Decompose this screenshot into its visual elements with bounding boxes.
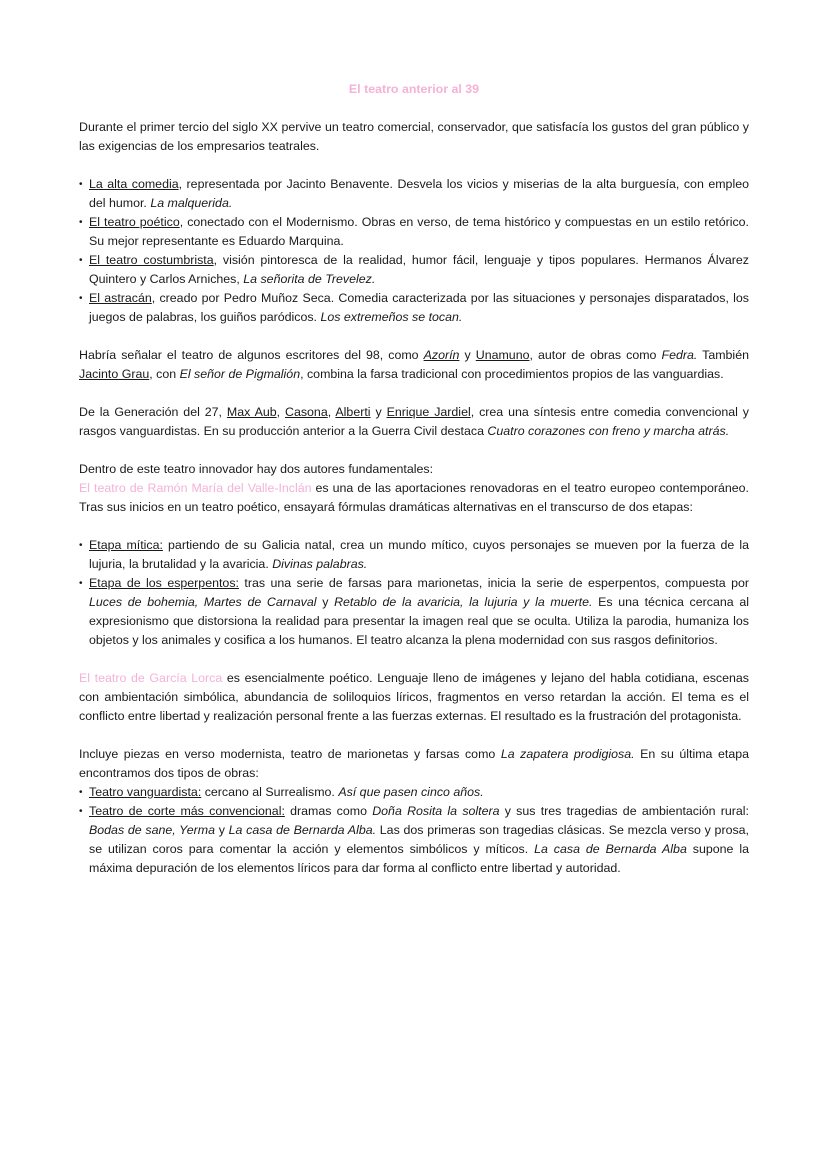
theatre-types-list bbox=[79, 175, 749, 327]
work-title: Doña Rosita la soltera bbox=[372, 804, 500, 818]
list-item bbox=[79, 175, 749, 213]
work-title: La zapatera prodigiosa. bbox=[500, 747, 635, 761]
bullet-text: , conectado con el Modernismo. Obras en verso, de tema histórico y compuestas en un estilo retórico. Su mejor representante es Eduardo Marquina. bbox=[89, 215, 749, 248]
work-title: Así que pasen cinco años. bbox=[338, 785, 484, 799]
work-title: La casa de Bernarda Alba. bbox=[228, 823, 377, 837]
bullet-term: El astracán bbox=[89, 291, 152, 305]
lorca-paragraph: El teatro de García Lorca es esencialmente poético. Lenguaje lleno de imágenes y lejano del habla cotidiana, escenas con ambientación simbólica, abundancia de soliloquios líricos, fragmentos en verso retardan la acción. El tema es el conflicto entre libertad y realización personal frente a las fuerzas externas. El resultado es la frustración del protagonista. bbox=[79, 671, 749, 723]
work-title: La señorita de Trevelez. bbox=[243, 272, 376, 286]
lorca-obras-list bbox=[79, 783, 749, 878]
author-alberti: Alberti bbox=[335, 405, 371, 419]
work-title: Cuatro corazones con freno y marcha atrás. bbox=[487, 424, 730, 438]
list-item bbox=[79, 213, 749, 251]
bullet-text: , visión pintoresca de la realidad, humor fácil, lenguaje y tipos populares. Hermanos Álvarez Quintero y Carlos Arniches, bbox=[89, 253, 749, 286]
work-title: La casa de Bernarda Alba bbox=[534, 842, 687, 856]
author-casona: Casona bbox=[285, 405, 328, 419]
work-title: Bodas de sane, Yerma bbox=[89, 823, 215, 837]
valle-heading: El teatro de Ramón María del Valle-Inclán bbox=[79, 481, 312, 495]
innovador-intro: Dentro de este teatro innovador hay dos autores fundamentales: bbox=[79, 462, 434, 476]
bullet-term: El teatro poético bbox=[89, 215, 180, 229]
bullet-term: Teatro de corte más convencional: bbox=[89, 804, 285, 818]
intro-paragraph: Durante el primer tercio del siglo XX pervive un teatro comercial, conservador, que satisfacía los gustos del gran público y las exigencias de los empresarios teatrales. bbox=[79, 120, 749, 153]
incluye-paragraph: Incluye piezas en verso modernista, teatro de marionetas y farsas como La zapatera prodigiosa. En su última etapa encontramos dos tipos de obras: bbox=[79, 747, 749, 780]
generacion27-paragraph: De la Generación del 27, Max Aub, Casona, Alberti y Enrique Jardiel, crea una síntesis entre comedia convencional y rasgos vanguardistas. En su producción anterior a la Guerra Civil destaca Cuatro corazones con freno y marcha atrás. bbox=[79, 405, 750, 438]
list-item: • Teatro vanguardista: cercano al Surrealismo. Así que pasen cinco años. bbox=[79, 783, 749, 802]
list-item: • Teatro de corte más convencional: dramas como Doña Rosita la soltera y sus tres tragedias de ambientación rural: Bodas de sane, Yerma y La casa de Bernarda Alba. Las dos primeras son tragedias clásicas. Se mezcla verso y prosa, se utilizan coros para comentar la acción y elementos simbólicos y míticos. La casa de Bernarda Alba supone la máxima depuración de los elementos líricos para dar forma al conflicto entre libertad y autoridad. bbox=[79, 802, 749, 878]
work-title: La malquerida. bbox=[150, 196, 233, 210]
author-jardiel: Enrique Jardiel bbox=[386, 405, 471, 419]
valle-paragraph: El teatro de Ramón María del Valle-Inclán es una de las aportaciones renovadoras en el teatro europeo contemporáneo. Tras sus inicios en un teatro poético, ensayará fórmulas dramáticas alternativas en el transcurso de dos etapas: bbox=[79, 481, 749, 514]
author-azorin: Azorín bbox=[423, 348, 460, 362]
author-unamuno: Unamuno bbox=[475, 348, 530, 362]
bullet-term: Etapa mítica: bbox=[89, 538, 163, 552]
bullet-term: Etapa de los esperpentos: bbox=[89, 576, 239, 590]
author-grau: Jacinto Grau bbox=[79, 367, 150, 381]
noventayocho-paragraph: Habría señalar el teatro de algunos escritores del 98, como Azorín y Unamuno, autor de obras como Fedra. También Jacinto Grau, con El señor de Pigmalión, combina la farsa tradicional con procedimientos propios de las vanguardias. bbox=[79, 348, 749, 381]
valle-etapas-list bbox=[79, 536, 749, 650]
document-title: El teatro anterior al 39 bbox=[348, 82, 480, 96]
lorca-heading: El teatro de García Lorca bbox=[79, 671, 223, 685]
author-aub: Max Aub bbox=[226, 405, 277, 419]
bullet-term: Teatro vanguardista: bbox=[89, 785, 202, 799]
list-item: • Etapa mítica: partiendo de su Galicia natal, crea un mundo mítico, cuyos personajes se mueven por la fuerza de la lujuria, la brutalidad y la avaricia. Divinas palabras. bbox=[79, 536, 749, 574]
bullet-text: , creado por Pedro Muñoz Seca. Comedia caracterizada por las situaciones y personajes disparatados, los juegos de palabras, los guiños paródicos. bbox=[89, 291, 749, 324]
bullet-term: El teatro costumbrista bbox=[89, 253, 214, 267]
work-title: Retablo de la avaricia, la lujuria y la muerte. bbox=[334, 595, 593, 609]
bullet-text: , representada por Jacinto Benavente. Desvela los vicios y miserias de la alta burguesía, con empleo del humor. bbox=[89, 177, 749, 210]
list-item bbox=[79, 251, 749, 289]
work-title: Luces de bohemia, Martes de Carnaval bbox=[89, 595, 317, 609]
list-item: • Etapa de los esperpentos: tras una serie de farsas para marionetas, inicia la serie de esperpentos, compuesta por Luces de bohemia, Martes de Carnaval y Retablo de la avaricia, la lujuria y la muerte. Es una técnica cercana al expresionismo que distorsiona la realidad para presentar la imagen real que se oculta. Utiliza la parodia, humaniza los objetos y los animales y cosifica a los humanos. El teatro alcanza la plena modernidad con sus rasgos definitorios. bbox=[79, 574, 749, 650]
work-title: Divinas palabras. bbox=[272, 557, 368, 571]
list-item bbox=[79, 289, 749, 327]
work-title: Los extremeños se tocan. bbox=[320, 310, 463, 324]
work-title: El señor de Pigmalión bbox=[179, 367, 301, 381]
bullet-term: La alta comedia bbox=[89, 177, 179, 191]
work-title: Fedra. bbox=[661, 348, 698, 362]
